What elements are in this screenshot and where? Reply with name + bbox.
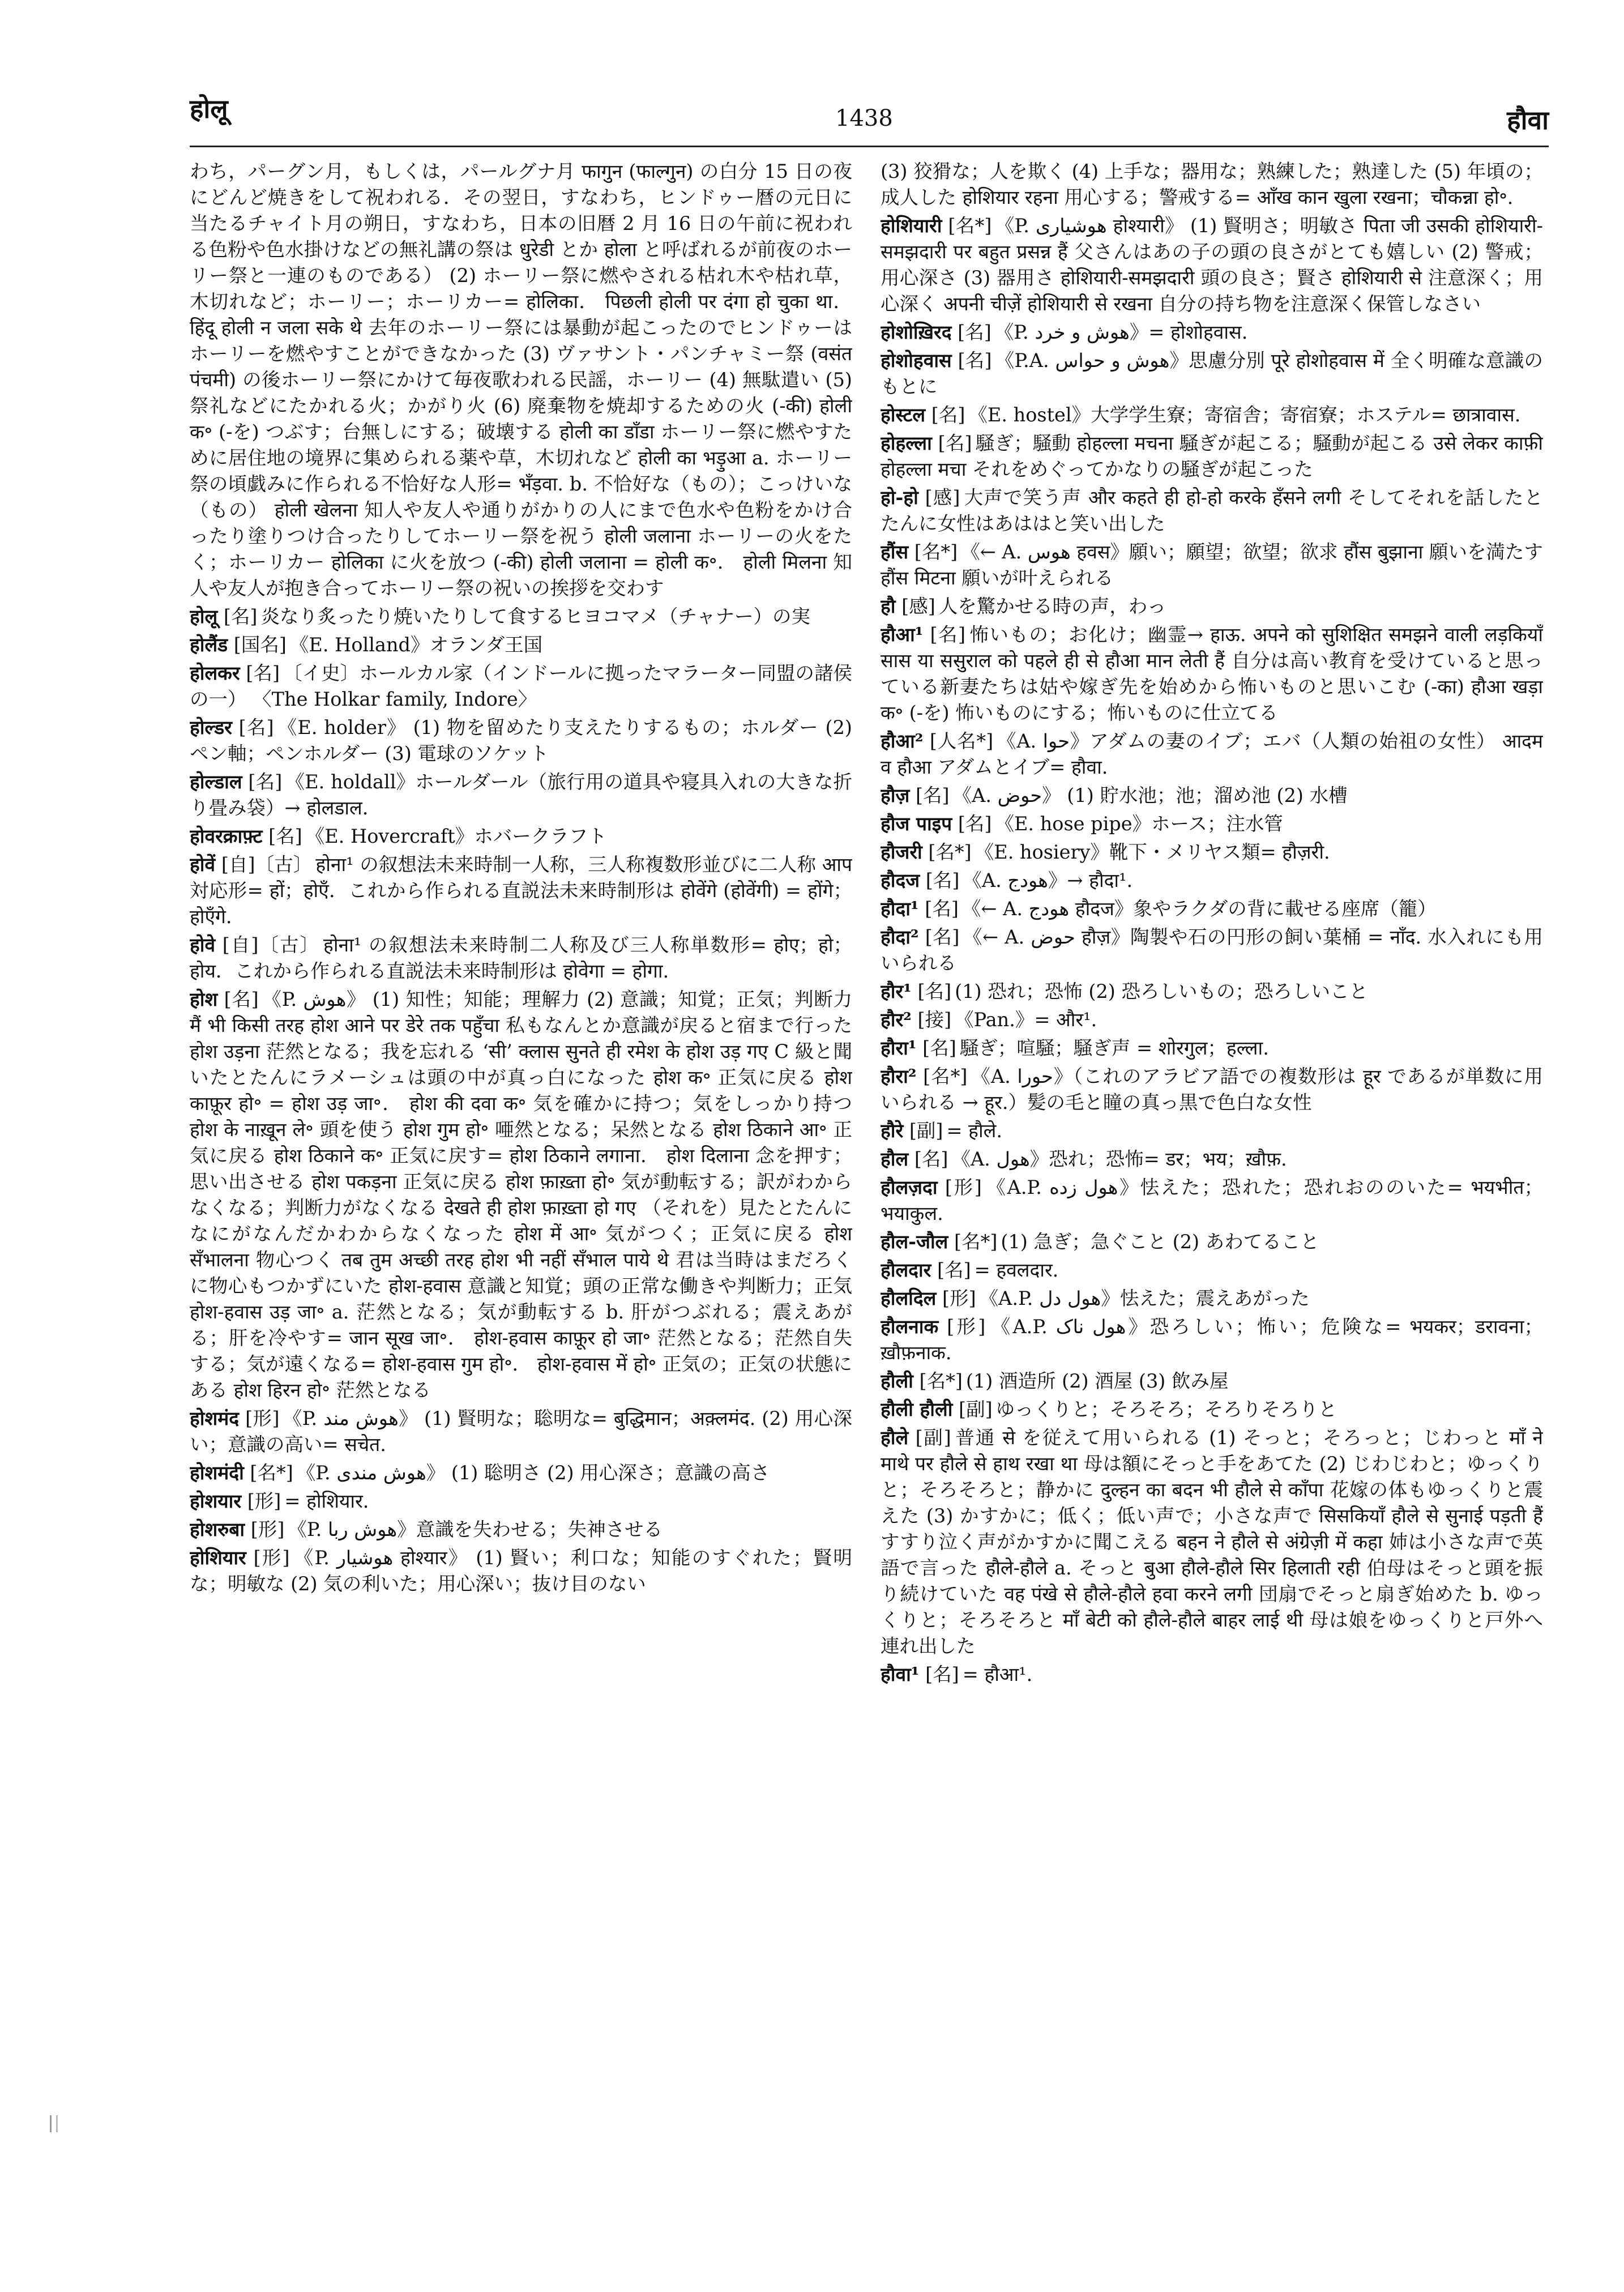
entry-definition: = हौआ¹. [962,1663,1033,1685]
dictionary-entry [190,715,852,767]
entry-grammar-label: [自]〔古〕 [222,934,320,956]
dictionary-entry [881,924,1543,976]
entry-definition: (3) 狡猾な；人を欺く (4) 上手な；器用な；熟練した；熟達した (5) 年頃の；成人した होशियार रहना 用心する；警戒する= आँख कान खुला रखना；चौकन्ना हो॰. [881,160,1543,208]
entry-grammar-label: [名] [930,624,966,646]
entry-headword: हौवा¹ [881,1663,920,1685]
entry-headword: हौलज़दा [881,1176,938,1198]
entry-grammar-label: [名*] [250,1462,293,1484]
entry-headword: होश [190,988,218,1010]
entry-definition: 《P. هوشیار होश्यार》 (1) 賢い；利口な；知能のすぐれた；賢明な；明敏な (2) 気の利いた；用心深い；抜け目のない [190,1547,852,1595]
entry-definition: 《E. holdall》ホールダール（旅行用の道具や寝具入れの大きな折り畳み袋）→ होलडाल. [190,771,852,819]
entry-grammar-label: [名] [268,825,302,847]
dictionary-entry [881,811,1543,837]
entry-grammar-label: [形] [247,1490,281,1512]
dictionary-entry [881,622,1543,726]
entry-headword: होशियार [190,1547,246,1569]
dictionary-entry [881,348,1543,400]
entry-headword: हौ [881,595,896,617]
entry-grammar-label: [名] [925,1663,959,1685]
entry-definition: 《A. حورا》（これのアラビア語での複数形は हूर であるが単数に用いられる → हूर.）髪の毛と瞳の真っ黒で色白な女性 [881,1065,1543,1113]
entry-grammar-label: [形] [253,1547,290,1569]
dictionary-entry [881,728,1543,780]
entry-headword: होशोहवास [881,349,952,372]
dictionary-entry [881,594,1543,620]
entry-grammar-label: [名] [958,349,992,372]
dictionary-entry [190,769,852,821]
entry-grammar-label: [副] [915,1427,951,1449]
entry-grammar-label: [名] [246,662,280,684]
dictionary-entry [881,319,1543,345]
entry-grammar-label: [名] [248,771,283,793]
page-number: 1438 [835,105,893,131]
entry-definition: होना¹ の叙想法未来時制二人称及び三人称単数形= होए；हो；होय．これから作られる直説法未来時制形は होवेगा = होगा. [190,934,852,982]
entry-grammar-label: [形] [945,1176,982,1198]
entry-definition: 《E. hose pipe》ホース；注水管 [995,813,1283,835]
entry-grammar-label: [形] [942,1287,976,1309]
guide-word-right: हौवा [1507,105,1549,135]
entry-headword: हौंस [881,541,909,563]
header-rule [190,146,1549,147]
entry-headword: हौल [881,1148,909,1170]
entry-grammar-label: [名] [224,988,259,1010]
dictionary-entry [881,1007,1543,1033]
dictionary-entry [881,1175,1543,1227]
dictionary-entry [881,159,1543,211]
entry-headword: होलकर [190,662,240,684]
entry-grammar-label: [名*] [914,541,958,563]
entry-headword: हौज़ [881,784,910,806]
entry-grammar-label: [形] [250,1518,285,1540]
entry-grammar-label: [名] [938,432,972,454]
entry-grammar-label: [副] [909,1120,943,1142]
entry-definition: わち，パーグン月，もしくは，パールグナ月 फागुन (फाल्गुन) の白分 15 日の夜にどんど焼きをして祝われる．その翌日，すなわち，ヒンドゥー暦の元日に当たるチャイト月の朔日，すなわち，日本の旧暦 2 月 16 日の午前に祝われる色粉や色水掛けなどの無礼講の祭は धुरेडी とか होला と呼ばれるが前夜のホーリー祭と一連のものである） (2) ホーリー祭に燃やされる枯れ木や枯れ草，木切れなど；ホーリー；ホーリカー= होलिका． पिछली होली पर दंगा हो चुका था．हिंदू होली न जला सके थे 去年のホーリー祭には暴動が起こったのでヒンドゥーはホーリーを燃やすことができなかった (3) ヴァサント・パンチャミー祭 (वसंत पंचमी) の後ホーリー祭にかけて毎夜歌われる民謡，ホーリー (4) 無駄遣い (5) 祭礼などにたかれる火；かがり火 (6) 廃棄物を焼却するための火 (-की) होली क॰ (-を) つぶす；台無しにする；破壊する होली का डाँडा ホーリー祭に燃やすために居住地の境界に集められる薬や草，木切れなど होली का भड़ुआ a. ホーリー祭の頃戯みに作られる不恰好な人形= भँड़वा. b. 不恰好な（もの）；こっけいな（もの） होली खेलना 知人や友人や通りがかりの人にまで色水や色粉をかけ合ったり塗りつけ合ったりしてホーリー祭を祝う होली जलाना ホーリーの火をたく；ホーリカー होलिका に火を放つ (-की) होली जलाना = होली क॰． होली मिलना 知人や友人が抱き合ってホーリー祭の祝いの挨拶を交わす [190,160,852,599]
entry-definition: 騒ぎ；喧騒；騒ぎ声 = शोरगुल；हल्ला. [959,1037,1269,1059]
entry-definition: 《A.P. هول زده》怯えた；恐れた；恐れおののいた= भयभीत；भयाकुल. [881,1176,1543,1224]
entry-headword: होवरक्राफ़्ट [190,825,263,847]
entry-grammar-label: [副] [959,1398,993,1420]
entry-grammar-label: [名*] [948,215,992,237]
entry-headword: होलैंड [190,634,228,656]
entry-definition: 人を驚かせる時の声，わっ [938,595,1166,617]
dictionary-entry [190,1488,852,1514]
entry-grammar-label: [自]〔古〕 [221,853,313,876]
entry-headword: हौदा¹ [881,898,919,920]
entry-grammar-label: [人名*] [929,730,994,752]
entry-headword: होस्टल [881,404,926,426]
dictionary-entry [881,1035,1543,1061]
dictionary-entry [881,1425,1543,1659]
entry-grammar-label: [名] [931,404,965,426]
dictionary-entry [190,1545,852,1597]
dictionary-entry [881,1662,1543,1688]
guide-word-left: होलू [190,93,228,124]
dictionary-entry [881,1146,1543,1172]
entry-definition: 怖いもの；お化け；幽霊→ हाऊ. अपने को सुशिक्षित समझने वाली लड़कियाँ सास या ससुराल को पहले ही से हौआ मान लेती हैं 自分は高い教育を受けていると思っている新妻たちは姑や嫁ぎ先を始めから怖いものと思いこむ (-का) हौआ खड़ा क॰ (-を) 怖いものにする；怖いものに仕立てる [881,624,1543,724]
entry-grammar-label: [国名] [233,634,287,656]
entry-definition: = होशियार. [284,1490,369,1512]
dictionary-entry [881,1314,1543,1366]
entry-definition: 炎なり炙ったり焼いたりして食するヒヨコマメ（チャナー）の実 [260,605,810,628]
entry-headword: होशरुबा [190,1518,245,1540]
entry-definition: 《P. هوشیاری होश्यारी》 (1) 賢明さ；明敏さ पिता जी उसकी होशियारी-समझदारी पर बहुत प्रसन्न हैं 父さんはあの子の頭の良さがとても嬉しい (2) 警戒；用心深さ (3) 器用さ होशियारी-समझदारी 頭の良さ；賢さ होशियारी से 注意深く；用心深く अपनी चीज़ें होशियारी से रखना 自分の持ち物を注意深く保管しなさい [881,215,1543,315]
entry-headword: हौरे [881,1120,904,1142]
dictionary-entry [881,1368,1543,1394]
entry-definition: ゆっくりと；そろそろ；そろりそろりと [995,1398,1337,1420]
dictionary-entry [881,430,1543,483]
dictionary-entry [190,159,852,601]
entry-headword: हौलनाक [881,1316,939,1338]
dictionary-entry [190,823,852,850]
dictionary-entry [190,604,852,630]
entry-grammar-label: [名*] [954,1231,998,1253]
entry-grammar-label: [接] [917,1009,952,1031]
entry-grammar-label: [名] [238,716,274,739]
entry-definition: 《A.P. هول دل》怯えた；震えあがった [979,1287,1310,1309]
dictionary-entry [881,783,1543,809]
entry-definition: 《E. holder》 (1) 物を留めたり支えたりするもの；ホルダー (2) ペン軸；ペンホルダー (3) 電球のソケット [190,716,852,765]
entry-grammar-label: [名] [922,1037,956,1059]
entry-headword: होल्डाल [190,771,242,793]
entry-headword: हौल-जौल [881,1231,948,1253]
entry-definition: 大声で笑う声 और कहते ही हो-हो करके हँसने लगी そしてそれを話したとたんに女性はあははと笑い出した [881,486,1543,535]
entry-definition: = हौले. [946,1120,1003,1142]
entry-headword: हौली [881,1370,913,1392]
dictionary-entry [881,213,1543,317]
page-header [190,85,1549,147]
entry-definition: (1) 酒造所 (2) 酒屋 (3) 飲み屋 [965,1370,1229,1392]
entry-definition: 《P. هوش مند》 (1) 賢明な；聡明な= बुद्धिमान；अक़्लमंद. (2) 用心深い；意識の高い= सचेत. [190,1407,852,1456]
dictionary-entry [190,932,852,984]
entry-headword: हौलदिल [881,1287,937,1309]
entry-grammar-label: [感] [925,486,960,509]
dictionary-entry [881,979,1543,1005]
entry-grammar-label: [名] [958,321,992,343]
entry-grammar-label: [名] [937,1259,971,1281]
entry-definition: (1) 急ぎ；急ぐこと (2) あわてること [1001,1231,1319,1253]
entry-definition: 《← A. هودج हौदज》象やラクダの背に載せる座席（籠） [961,898,1437,920]
dictionary-entry [190,987,852,1403]
entry-definition: 《P. هوش ربا》意識を失わせる；失神させる [288,1518,663,1540]
dictionary-entry [881,1118,1543,1144]
entry-definition: (1) 恐れ；恐怖 (2) 恐ろしいもの；恐ろしいこと [955,980,1368,1002]
entry-definition: 普通 से を従えて用いられる (1) そっと；そろっと；じわっと माँ ने माथे पर हौले से हाथ रखा था 母は額にそっと手をあてた (2) じわじわと；ゆっくりと；そろそろと；静かに दुल्हन का बदन भी हौले से काँपा 花嫁の体もゆっくりと震えた (3) かすかに；低く；低い声で；小さな声で सिसकियाँ हौले से सुनाई पड़ती हैं すすり泣く声がかすかに聞こえる बहन ने हौले से अंग्रेज़ी में कहा 姉は小さな声で英語で言った हौले-हौले a. そっと बुआ हौले-हौले सिर हिलाती रही 伯母はそっと頭を振り続けていた वह पंखे से हौले-हौले हवा करने लगी 団扇でそっと扇ぎ始めた b. ゆっくりと；そろそろと माँ बेटी को हौले-हौले बाहर लाई थी 母は娘をゆっくりと戸外へ連れ出した [881,1427,1543,1657]
entry-definition: 《P.A. هوش و حواس》思慮分別 पूरे होशोहवास में 全く明確な意識のもとに [881,349,1543,398]
scan-margin-mark [50,2115,58,2132]
entry-headword: होलू [190,605,218,628]
entry-grammar-label: [名] [914,1148,948,1170]
entry-headword: होवे [190,934,216,956]
entry-grammar-label: [形] [245,1407,280,1429]
dictionary-entry [881,539,1543,591]
entry-grammar-label: [名*] [923,1065,968,1087]
dictionary-entry [881,1229,1543,1255]
entry-grammar-label: [名*] [919,1370,963,1392]
entry-headword: हौले [881,1427,909,1449]
entry-definition: 〔イ史〕ホールカル家（インドールに拠ったマラーター同盟の諸侯の一） 〈The Holkar family, Indore〉 [190,662,852,710]
entry-headword: हो-हो [881,486,918,509]
dictionary-entry [190,1406,852,1458]
entry-definition: 《Pan.》= और¹. [955,1009,1097,1031]
dictionary-entry [881,1397,1543,1423]
entry-definition: 《E. hosiery》靴下・メリヤス類= हौज़री. [975,841,1330,863]
entry-grammar-label: [名] [917,980,952,1002]
dictionary-entry [190,660,852,712]
entry-definition: होना¹ の叙想法未来時制一人称，三人称複数形並びに二人称 आप 対応形= हों；होएँ．これから作られる直説法未来時制形は होवेंगे (होवेंगी) = होंगे；होएँगे. [190,853,852,928]
dictionary-entry [881,868,1543,894]
right-column [881,159,1543,2209]
entry-headword: हौलदार [881,1259,931,1281]
entry-definition: 《P. هوش》 (1) 知性；知能；理解力 (2) 意識；知覚；正気；判断力 मैं भी किसी तरह होश आने पर डेरे तक पहुँचा 私もなんとか意識が戻ると宿まで行った होश उड़ना 茫然となる；我を忘れる ‘सी’ क्लास सुनते ही रमेश के होश उड़ गए C 級と聞いたとたんにラメーシュは頭の中が真っ白になった होश क॰ 正気に戻る होश काफ़ूर हो॰ = होश उड़ जा॰． होश की दवा क॰ 気を確かに持つ；気をしっかり持つ होश के नाख़ून ले॰ 頭を使う होश गुम हो॰ 唖然となる；呆然となる होश ठिकाने आ॰ 正気に戻る होश ठिकाने क॰ 正気に戻す= होश ठिकाने लगाना． होश दिलाना 念を押す；思い出させる होश पकड़ना 正気に戻る होश फ़ाख़्ता हो॰ 気が動転する；訳がわからなくなる；判断力がなくなる देखते ही होश फ़ाख़्ता हो गए （それを）見たとたんになにがなんだかわからなくなった होश में आ॰ 気がつく；正気に戻る होश सँभालना 物心つく तब तुम अच्छी तरह होश भी नहीं सँभाल पाये थे 君は当時はまだろくに物心もつかずにいた होश-हवास 意識と知覚；頭の正常な働きや判断力；正気 होश-हवास उड़ जा॰ a. 茫然となる；気が動転する b. 肝がつぶれる；震えあがる；肝を冷やす= जान सूख जा॰． होश-हवास काफ़ूर हो जा॰ 茫然となる；茫然自失する；気が遠くなる= होश-हवास गुम हो॰． होश-हवास में हो॰ 正気の；正気の状態にある होश हिरन हो॰ 茫然となる [190,988,852,1401]
dictionary-entry [881,839,1543,865]
dictionary-entry [881,896,1543,922]
dictionary-entry [190,852,852,930]
entry-headword: होशमंदी [190,1462,244,1484]
dictionary-entry [881,402,1543,428]
entry-definition: 《E. Hovercraft》ホバークラフト [305,825,607,847]
entry-headword: होशियारी [881,215,942,237]
entry-grammar-label: [形] [947,1316,986,1338]
entry-definition: 《A. حوا》アダムの妻のイブ；エバ（人類の始祖の女性） आदम व हौआ アダムとイブ= हौवा. [881,730,1543,778]
left-column [190,159,852,2209]
dictionary-entry [190,1517,852,1543]
entry-grammar-label: [名*] [928,841,972,863]
entry-grammar-label: [名] [223,605,258,628]
entry-headword: होवें [190,853,216,876]
dictionary-entry [881,1257,1543,1283]
dictionary-entry [881,1286,1543,1312]
entry-definition: 《E. Holland》オランダ王国 [289,634,543,656]
entry-grammar-label: [感] [901,595,935,617]
entry-headword: हौआ² [881,730,924,752]
entry-headword: हौज पाइप [881,813,952,835]
entry-grammar-label: [名] [925,869,960,891]
entry-definition: 《E. hostel》大学学生寮；寄宿舎；寄宿寮；ホステル= छात्रावास. [968,404,1521,426]
entry-headword: होल्डर [190,716,232,739]
dictionary-entry [881,1064,1543,1116]
entry-headword: होशमंद [190,1407,240,1429]
entry-headword: हौरा¹ [881,1037,917,1059]
entry-definition: 《A. هول》恐れ；恐怖= डर；भय；ख़ौफ़. [951,1148,1287,1170]
entry-definition: 騒ぎ；騒動 होहल्ला मचना 騒ぎが起こる；騒動が起こる उसे लेकर काफ़ी होहल्ला मचा それをめぐってかなりの騒ぎが起こった [881,432,1543,480]
entry-definition: 《A. هودج》→ हौदा¹. [963,869,1133,891]
entry-definition: 《← A. حوض हौज़》陶製や石の円形の飼い葉桶 = नाँद. 水入れにも用いられる [881,926,1543,974]
entry-grammar-label: [名] [925,898,959,920]
entry-headword: हौदज [881,869,920,891]
entry-definition: 《P. هوش و خرد》= होशोहवास. [994,321,1248,343]
dictionary-entry [190,632,852,658]
entry-headword: होशयार [190,1490,242,1512]
entry-definition: 《A. حوض》 (1) 貯水池；池；溜め池 (2) 水槽 [952,784,1348,806]
entry-headword: हौदा² [881,926,919,948]
entry-definition: = हवलदार. [974,1259,1059,1281]
entry-definition: 《P. هوش مندی》 (1) 聡明さ (2) 用心深さ；意識の高さ [296,1462,770,1484]
entry-headword: हौरा² [881,1065,917,1087]
dictionary-entry [190,1460,852,1486]
entry-grammar-label: [名] [958,813,992,835]
dictionary-entry [881,485,1543,537]
entry-headword: होहल्ला [881,432,932,454]
entry-headword: हौर¹ [881,980,912,1002]
entry-headword: हौर² [881,1009,912,1031]
entry-grammar-label: [名] [925,926,960,948]
entry-headword: हौली हौली [881,1398,953,1420]
entry-headword: हौजरी [881,841,922,863]
entry-headword: हौआ¹ [881,624,924,646]
entry-definition: 《A.P. هول ناک》恐ろしい；怖い；危険な= भयकर；डरावना；ख़ौफ़नाक. [881,1316,1543,1364]
entry-definition: 《← A. هوس हवस》願い；願望；欲望；欲求 हौंस बुझाना 願いを満たす हौंस मिटना 願いが叶えられる [881,541,1543,589]
entry-grammar-label: [名] [915,784,950,806]
entry-headword: होशोख़िरद [881,321,952,343]
